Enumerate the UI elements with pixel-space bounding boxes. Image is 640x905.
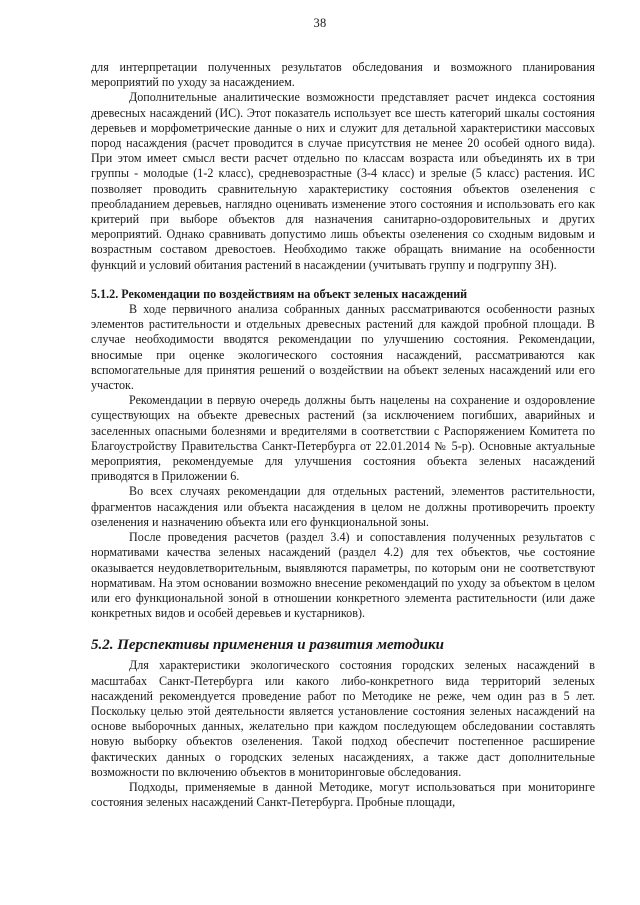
page-content	[91, 60, 595, 810]
paragraph-ecological-characteristics: Для характеристики экологического состояния городских зеленых насаждений в масштабах Санкт-Петербурга или какого либо-конкретного вида территорий зеленых насаждений рекомендуется проведение работ по Методике не реже, чем один раз в 5 лет. Поскольку целью этой деятельности является установление состояния зеленых насаждений на основе выборочных данных, желательно при каждом последующем обследовании составлять новую выборку объектов озеленения. Такой подход обеспечит постепенное расширение фактических данных о городских зеленых насаждениях, а также даст дополнительные возможности по включению объектов в мониторинговые обследования.	[91, 658, 595, 779]
paragraph-approaches: Подходы, применяемые в данной Методике, могут использоваться при мониторинге состояния зеленых насаждений Санкт-Петербурга. Пробные площади,	[91, 779, 595, 810]
section-heading-5-1-2: 5.1.2. Рекомендации по воздействиям на объект зеленых насаждений	[91, 286, 468, 301]
page-number: 38	[313, 16, 327, 30]
paragraph-continuation: для интерпретации полученных результатов обследования и возможного планирования мероприятий по уходу за насаждением.	[91, 60, 595, 90]
paragraph-calculations: После проведения расчетов (раздел 3.4) и сопоставления полученных результатов с нормативами качества зеленых насаждений (раздел 4.2) для тех объектов, чье состояние оказывается неудовлетворительным, выявляются параметры, по которым они не соответствуют нормативам. На этом основании возможно внесение рекомендаций по уходу за объектом в целом или его функциональной зоной в отношении конкретного элемента растительности (или даже конкретных видов и особей деревьев и кустарников).	[91, 530, 595, 621]
paragraph-recommendations: Рекомендации в первую очередь должны быть нацелены на сохранение и оздоровление существующих на объекте древесных растений (за исключением погибших, аварийных и заселенных опасными болезнями и вредителями в соответствии с Распоряжением Комитета по Благоустройству Правительства Санкт-Петербурга от 22.01.2014 № 5-р). Основные актуальные мероприятия, рекомендуемые для улучшения состояния объекта зеленых насаждений приводятся в Приложении 6.	[91, 393, 595, 484]
paragraph-landscaping-project: Во всех случаях рекомендации для отдельных растений, элементов растительности, фрагментов насаждения или объекта насаждения в целом не должны противоречить проекту озеленения и назначению объекта или его функциональной зоны.	[91, 484, 595, 529]
paragraph-primary-analysis: В ходе первичного анализа собранных данных рассматриваются особенности разных элементов растительности и отдельных древесных растений для каждой пробной площади. В случае необходимости вводятся рекомендации по улучшению состояния. Рекомендации, вносимые при оценке экологического состояния насаждений, рассматриваются как вспомогательные для принятия решений о воздействии на объект зеленых насаждений или его участок.	[91, 302, 595, 393]
paragraph-condition-index: Дополнительные аналитические возможности представляет расчет индекса состояния древесных насаждений (ИС). Этот показатель использует все шесть категорий шкалы состояния деревьев и морфометрические данные о них и служит для детальной характеристики массовых пород насаждения (расчет проводится в случае присутствия не менее 20 особей одного вида). При этом имеет смысл вести расчет отдельно по классам возраста или объединять их в три группы - молодые (1-2 класс), средневозрастные (3-4 класс) и зрелые (5 класс) растения. ИС позволяет проводить сравнительную характеристику состояния объектов озеленения с преобладанием деревьев, наглядно оценивать изменение этого состояния и использовать его как критерий при выборе объектов для назначения санитарно-оздоровительных и других мероприятий. Однако сравнивать допустимо лишь объекты озеленения со сходным видовым и возрастным составом древостоев. Необходимо также обращать внимание на особенности функций и условий обитания растений в насаждении (учитывать группу и подгруппу ЗН).	[91, 90, 595, 272]
section-heading-5-2: 5.2. Перспективы применения и развития методики	[91, 637, 444, 654]
